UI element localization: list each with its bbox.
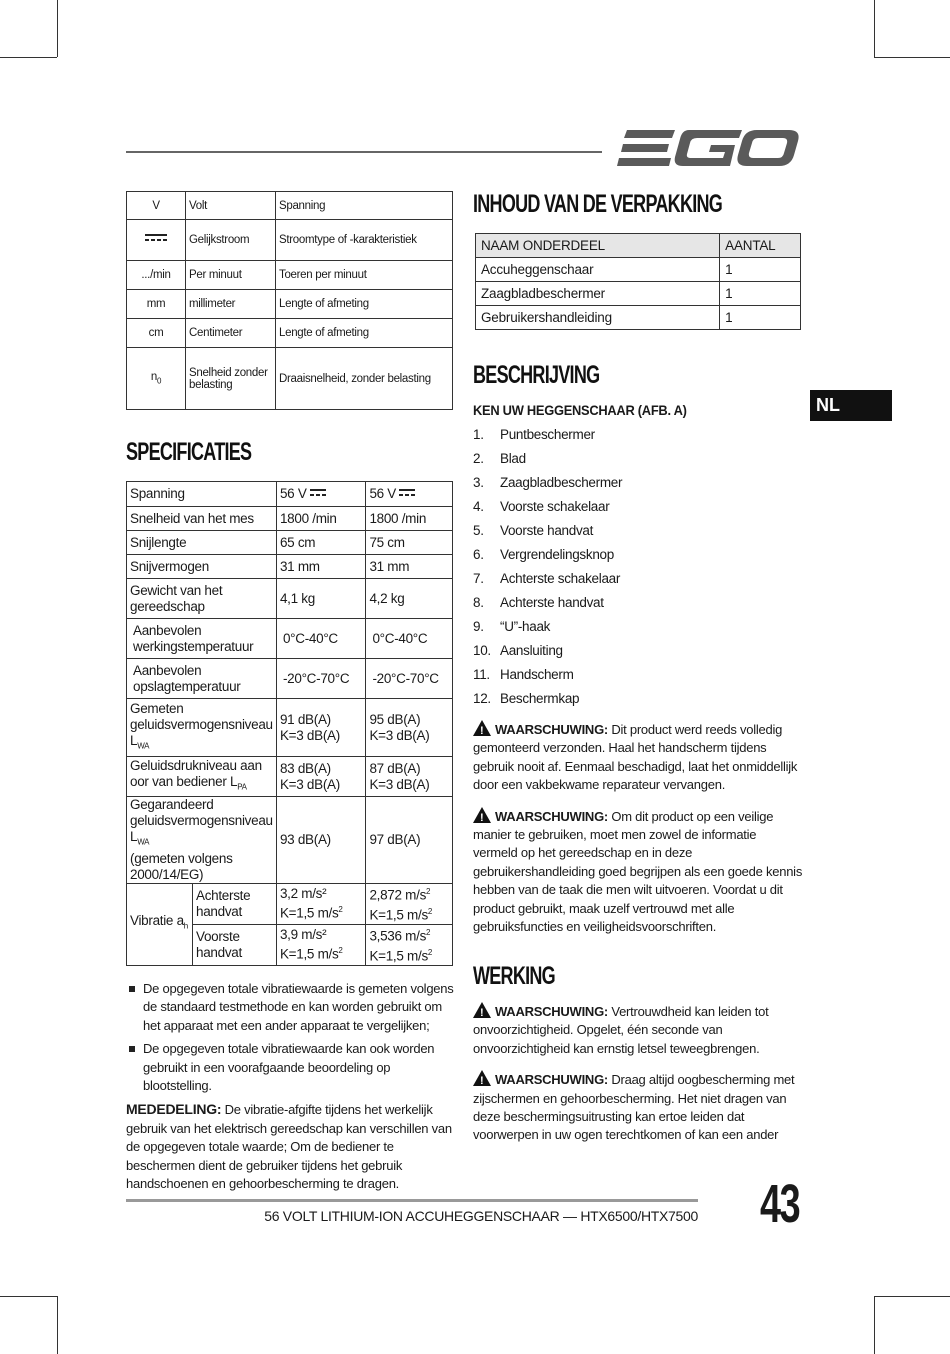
table-row — [127, 482, 453, 507]
item-text: Voorste schakelaar — [500, 499, 610, 514]
spec-value-text: 2,872 m/s — [369, 887, 427, 903]
table-row — [127, 883, 453, 924]
symbol-desc: Toeren per minuut — [276, 261, 453, 290]
spec-label: Spanning — [127, 482, 277, 507]
item-text: Blad — [500, 451, 526, 466]
item-number: 1. — [473, 427, 484, 442]
warning-text: Draag altijd oogbescherming met zijschermen en gehoorbescherming. Het niet dragen van deze beschermingsuitrusting kan ertoe leiden dat voorwerpen in uw ogen terechtkomen of kan een ander — [473, 1072, 795, 1143]
table-row — [127, 261, 453, 290]
item-text: Aansluiting — [500, 643, 563, 658]
werking-title: WERKING — [473, 962, 555, 990]
table-row — [127, 348, 453, 410]
symbol-cell: cm — [127, 319, 186, 348]
mededeling-paragraph — [126, 1100, 456, 1193]
column-header: NAAM ONDERDEEL — [476, 234, 720, 258]
item-text: Vergrendelingsknop — [500, 547, 614, 562]
part-name: Accuheggenschaar — [476, 258, 720, 282]
spec-label-text: Gemeten geluidsvermogensniveau L — [130, 700, 273, 748]
list-item — [473, 666, 803, 690]
spec-note: (gemeten volgens 2000/14/EG) — [130, 850, 233, 882]
symbol-name: Centimeter — [186, 319, 276, 348]
mededeling-label: MEDEDELING: — [126, 1101, 222, 1118]
spec-k-text: K=1,5 m/s — [279, 905, 339, 921]
warning-icon — [473, 1070, 491, 1086]
crop-mark — [0, 57, 57, 58]
spec-value-text: 95 dB(A) — [369, 711, 421, 727]
item-number: 9. — [473, 619, 484, 634]
spec-sublabel: Voorste handvat — [192, 924, 276, 965]
direct-current-icon — [399, 489, 415, 497]
direct-current-icon — [310, 489, 326, 497]
crop-mark — [0, 1296, 57, 1297]
symbol-sub: 0 — [156, 376, 162, 386]
spec-value-text: 91 dB(A) — [279, 711, 331, 727]
part-name: Zaagbladbeschermer — [476, 282, 720, 306]
warning-text: Dit product werd reeds volledig gemonteerd verzonden. Haal het handscherm tijdens gebruik nooit af. Eenmaal beschadigd, laat het onmiddellijk door een vakbekwame reparateur vervangen. — [473, 722, 798, 793]
spec-value-text: 56 V — [279, 486, 307, 501]
symbol-desc: Draaisnelheid, zonder belasting — [276, 348, 453, 410]
spec-value-text: 56 V — [369, 486, 397, 501]
footer-text: 56 VOLT LITHIUM-ION ACCUHEGGENSCHAAR — HTX6500/HTX7500 — [264, 1208, 698, 1224]
warning-icon — [473, 720, 491, 736]
table-row — [476, 282, 801, 306]
item-number: 5. — [473, 523, 484, 538]
list-item — [473, 642, 803, 666]
list-item — [473, 450, 803, 474]
item-number: 3. — [473, 475, 484, 490]
footer-rule — [126, 1199, 698, 1202]
spec-label-text: Geluidsdrukniveau aan oor van bediener L — [130, 757, 262, 789]
crop-mark — [874, 0, 875, 57]
table-row — [127, 579, 453, 619]
spec-label — [127, 699, 277, 757]
item-number: 6. — [473, 547, 484, 562]
spec-value: 0°C-40°C — [276, 619, 365, 659]
symbol-desc: Lengte of afmeting — [276, 290, 453, 319]
part-qty: 1 — [720, 282, 801, 306]
symbol-desc: Lengte of afmeting — [276, 319, 453, 348]
list-item — [473, 498, 803, 522]
spec-value: 93 dB(A) — [276, 797, 365, 884]
spec-label: Aanbevolen werkingstemperatuur — [127, 619, 277, 659]
symbols-table — [126, 191, 453, 410]
warning-label: WAARSCHUWING: — [495, 722, 609, 737]
spec-value — [366, 757, 453, 797]
crop-mark — [57, 0, 58, 57]
symbol-name: Snelheid zonder belasting — [186, 348, 276, 410]
table-row — [127, 220, 453, 261]
spec-label — [127, 797, 277, 884]
symbol-cell — [127, 220, 186, 261]
symbol-cell: V — [127, 192, 186, 220]
crop-mark — [874, 57, 950, 58]
spec-k-text: K=3 dB(A) — [279, 727, 340, 743]
list-item: De opgegeven totale vibratiewaarde is gemeten volgens de standaard testmethode en kan worden gebruikt om het apparaat met een ander apparaat te vergelijken; — [126, 980, 456, 1035]
crop-mark — [57, 1296, 58, 1354]
item-number: 11. — [473, 667, 490, 682]
table-row — [127, 699, 453, 757]
item-number: 8. — [473, 595, 484, 610]
table-row — [127, 507, 453, 531]
table-row — [127, 757, 453, 797]
warning-paragraph — [473, 807, 803, 937]
ego-logo — [617, 130, 799, 175]
item-text: Voorste handvat — [500, 523, 594, 538]
spec-value — [276, 699, 365, 757]
warning-paragraph — [473, 1002, 803, 1058]
table-row — [127, 192, 453, 220]
spec-label-text: Vibratie a — [130, 913, 184, 929]
spec-k-text: K=1,5 m/s — [369, 948, 428, 964]
package-contents-table — [475, 233, 801, 330]
item-number: 2. — [473, 451, 484, 466]
spec-value: 3,2 m/s² K=1,5 $m/s^2$ — [276, 883, 365, 924]
specificaties-title: SPECIFICATIES — [126, 438, 252, 466]
beschrijving-subtitle: KEN UW HEGGENSCHAAR (AFB. A) — [473, 402, 687, 418]
language-tab: NL — [810, 390, 892, 421]
spec-label — [127, 757, 277, 797]
spec-value: -20°C-70°C — [276, 659, 365, 699]
werking-warnings — [473, 1002, 803, 1145]
spec-label-sub: WA — [137, 741, 150, 751]
mededeling-text: De vibratie-afgifte tijdens het werkelijk gebruik van het elektrisch gereedschap kan verschillen van de opgegeven totale waarde; Om de bediener te beschermen dient de gebruiker tijdens het gebruik handschoenen en gehoorbescherming te dragen. — [126, 1102, 452, 1192]
spec-value: 3,9 m/s² K=1,5 $m/s^2$ — [276, 924, 365, 965]
table-row — [476, 306, 801, 330]
spec-value-text: 3,9 m/s² — [279, 926, 327, 942]
spec-k-text: K=3 dB(A) — [369, 776, 430, 792]
item-text: “U”-haak — [500, 619, 551, 634]
symbol-name: Per minuut — [186, 261, 276, 290]
warning-text: Om dit product op een veilige manier te gebruiken, moet men zowel de informatie vermeld op het gereedschap en in deze gebruikershandleiding goed begrijpen als een goede kennis hebben van de taak die men wilt uitvoeren. Voordat u dit product gebruikt, maak uzelf vertrouwd met alle gebruiksfuncties en veiligheidsvoorschriften. — [473, 808, 803, 935]
spec-label: Aanbevolen opslagtemperatuur — [127, 659, 277, 699]
spec-value: 2,872 $m/s^2$ K=1,5 $m/s^2$ — [366, 883, 453, 924]
bullet-list — [126, 980, 456, 1095]
warning-text: Vertrouwdheid kan leiden tot onvoorzichtigheid. Opgelet, één seconde van onvoorzichtigheid kan ernstig letsel teweegbrengen. — [473, 1004, 769, 1056]
spec-value: 75 cm — [366, 531, 453, 555]
spec-value: -20°C-70°C — [366, 659, 453, 699]
spec-value — [366, 482, 453, 507]
spec-label-sub: h — [183, 922, 188, 932]
item-text: Puntbeschermer — [500, 427, 595, 442]
spec-label: Snelheid van het mes — [127, 507, 277, 531]
table-row — [127, 555, 453, 579]
spec-label: Snijlengte — [127, 531, 277, 555]
symbol-name: Gelijkstroom — [186, 220, 276, 261]
symbol-desc: Stroomtype of -karakteristiek — [276, 220, 453, 261]
crop-mark — [874, 1296, 950, 1297]
spec-value-text: 87 dB(A) — [369, 760, 421, 776]
spec-label: Gewicht van het gereedschap — [127, 579, 277, 619]
warning-label: WAARSCHUWING: — [495, 808, 609, 824]
spec-label-text: Gegarandeerd geluidsvermogensniveau L — [130, 797, 273, 844]
symbol-name: millimeter — [186, 290, 276, 319]
warning-icon — [473, 807, 491, 823]
spec-label: Snijvermogen — [127, 555, 277, 579]
symbol-cell: mm — [127, 290, 186, 319]
page-number: 43 — [760, 1174, 800, 1234]
spec-value: 4,2 kg — [366, 579, 453, 619]
column-header: AANTAL — [720, 234, 801, 258]
list-item — [473, 522, 803, 546]
spec-value — [276, 482, 365, 507]
table-header-row — [476, 234, 801, 258]
vibration-notes — [126, 980, 456, 1193]
spec-k-text: K=3 dB(A) — [369, 727, 430, 743]
spec-k-text: K=1,5 m/s — [369, 907, 428, 923]
list-item: De opgegeven totale vibratiewaarde kan ook worden gebruikt in een voorafgaande beoordeling op blootstelling. — [126, 1040, 456, 1095]
beschrijving-title: BESCHRIJVING — [473, 361, 600, 389]
warning-icon — [473, 1002, 491, 1018]
spec-value: 4,1 kg — [276, 579, 365, 619]
warning-label: WAARSCHUWING: — [495, 1072, 609, 1088]
symbol-cell — [127, 348, 186, 410]
spec-value-text: 3,536 m/s — [369, 928, 427, 944]
item-number: 12. — [473, 691, 491, 706]
part-name: Gebruikershandleiding — [476, 306, 720, 330]
spec-label-sub: WA — [137, 837, 150, 847]
spec-value: 1800 /min — [276, 507, 365, 531]
table-row — [127, 619, 453, 659]
item-text: Zaagbladbeschermer — [500, 475, 623, 490]
list-item — [473, 594, 803, 618]
warning-paragraph — [473, 720, 803, 795]
table-row — [127, 659, 453, 699]
list-item — [473, 474, 803, 498]
symbol-cell: .../min — [127, 261, 186, 290]
list-item — [473, 618, 803, 642]
item-text: Achterste handvat — [500, 595, 604, 610]
spec-k-text: K=1,5 m/s — [279, 946, 339, 962]
parts-list — [473, 426, 803, 714]
item-text: Beschermkap — [500, 691, 580, 706]
table-row — [127, 797, 453, 884]
header-rule — [126, 151, 602, 153]
spec-value — [276, 757, 365, 797]
list-item — [473, 570, 803, 594]
spec-label — [127, 883, 193, 965]
specifications-table — [126, 481, 453, 966]
spec-value-text: 83 dB(A) — [279, 760, 331, 776]
spec-k-text: K=3 dB(A) — [279, 776, 340, 792]
spec-value: 31 mm — [276, 555, 365, 579]
part-qty: 1 — [720, 306, 801, 330]
list-item — [473, 546, 803, 570]
spec-value: 97 dB(A) — [366, 797, 453, 884]
spec-value-text: 3,2 m/s² — [279, 885, 327, 901]
spec-value: 31 mm — [366, 555, 453, 579]
spec-sublabel: Achterste handvat — [192, 883, 276, 924]
symbol-name: Volt — [186, 192, 276, 220]
list-item — [473, 690, 803, 714]
item-number: 4. — [473, 499, 484, 514]
warning-paragraph — [473, 1070, 803, 1145]
item-text: Achterste schakelaar — [500, 571, 621, 586]
table-row — [127, 290, 453, 319]
list-item — [473, 426, 803, 450]
table-row — [127, 319, 453, 348]
item-text: Handscherm — [500, 667, 574, 682]
spec-value: 1800 /min — [366, 507, 453, 531]
warning-label: WAARSCHUWING: — [495, 1004, 609, 1019]
inhoud-title: INHOUD VAN DE VERPAKKING — [473, 190, 723, 218]
spec-value: 65 cm — [276, 531, 365, 555]
crop-mark — [874, 1296, 875, 1354]
part-qty: 1 — [720, 258, 801, 282]
item-number: 10. — [473, 643, 491, 658]
spec-label-sub: PA — [237, 782, 247, 792]
spec-value: 0°C-40°C — [366, 619, 453, 659]
spec-value: 3,536 $m/s^2$ K=1,5 $m/s^2$ — [366, 924, 453, 965]
item-number: 7. — [473, 571, 484, 586]
table-row — [127, 531, 453, 555]
table-row — [476, 258, 801, 282]
warnings-block — [473, 720, 803, 936]
direct-current-icon — [145, 234, 167, 242]
symbol-desc: Spanning — [276, 192, 453, 220]
symbol-n: n — [150, 371, 157, 384]
spec-value — [366, 699, 453, 757]
